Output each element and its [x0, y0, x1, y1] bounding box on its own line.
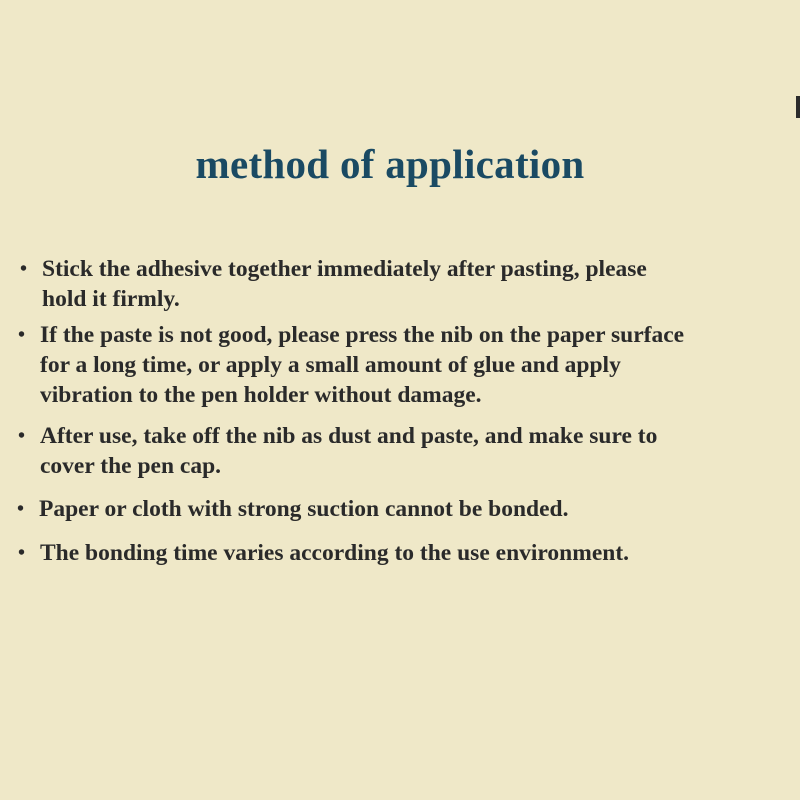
list-item — [18, 320, 685, 410]
item-line: If the paste is not good, please press the nib on the paper surface — [40, 322, 685, 348]
item-line: After use, take off the nib as dust and paste, and make sure to — [40, 423, 658, 449]
bullet-icon: • — [18, 324, 26, 346]
list-item — [20, 254, 647, 314]
item-line: vibration to the pen holder without damage. — [40, 382, 482, 408]
bullet-icon: • — [20, 258, 28, 280]
page-title: method of application — [195, 141, 585, 187]
item-line: The bonding time varies according to the use environment. — [40, 540, 630, 566]
list-item — [17, 494, 569, 524]
item-line: Stick the adhesive together immediately after pasting, please — [42, 256, 647, 282]
item-line: for a long time, or apply a small amount of glue and apply — [40, 352, 621, 378]
bullet-icon: • — [18, 425, 26, 447]
item-line: Paper or cloth with strong suction cannot be bonded. — [39, 496, 569, 522]
item-line: hold it firmly. — [42, 286, 180, 312]
list-item — [18, 421, 658, 481]
list-item — [18, 538, 630, 568]
edge-mark — [796, 96, 800, 118]
item-line: cover the pen cap. — [40, 453, 222, 479]
bullet-icon: • — [18, 542, 26, 564]
bullet-icon: • — [17, 498, 25, 520]
